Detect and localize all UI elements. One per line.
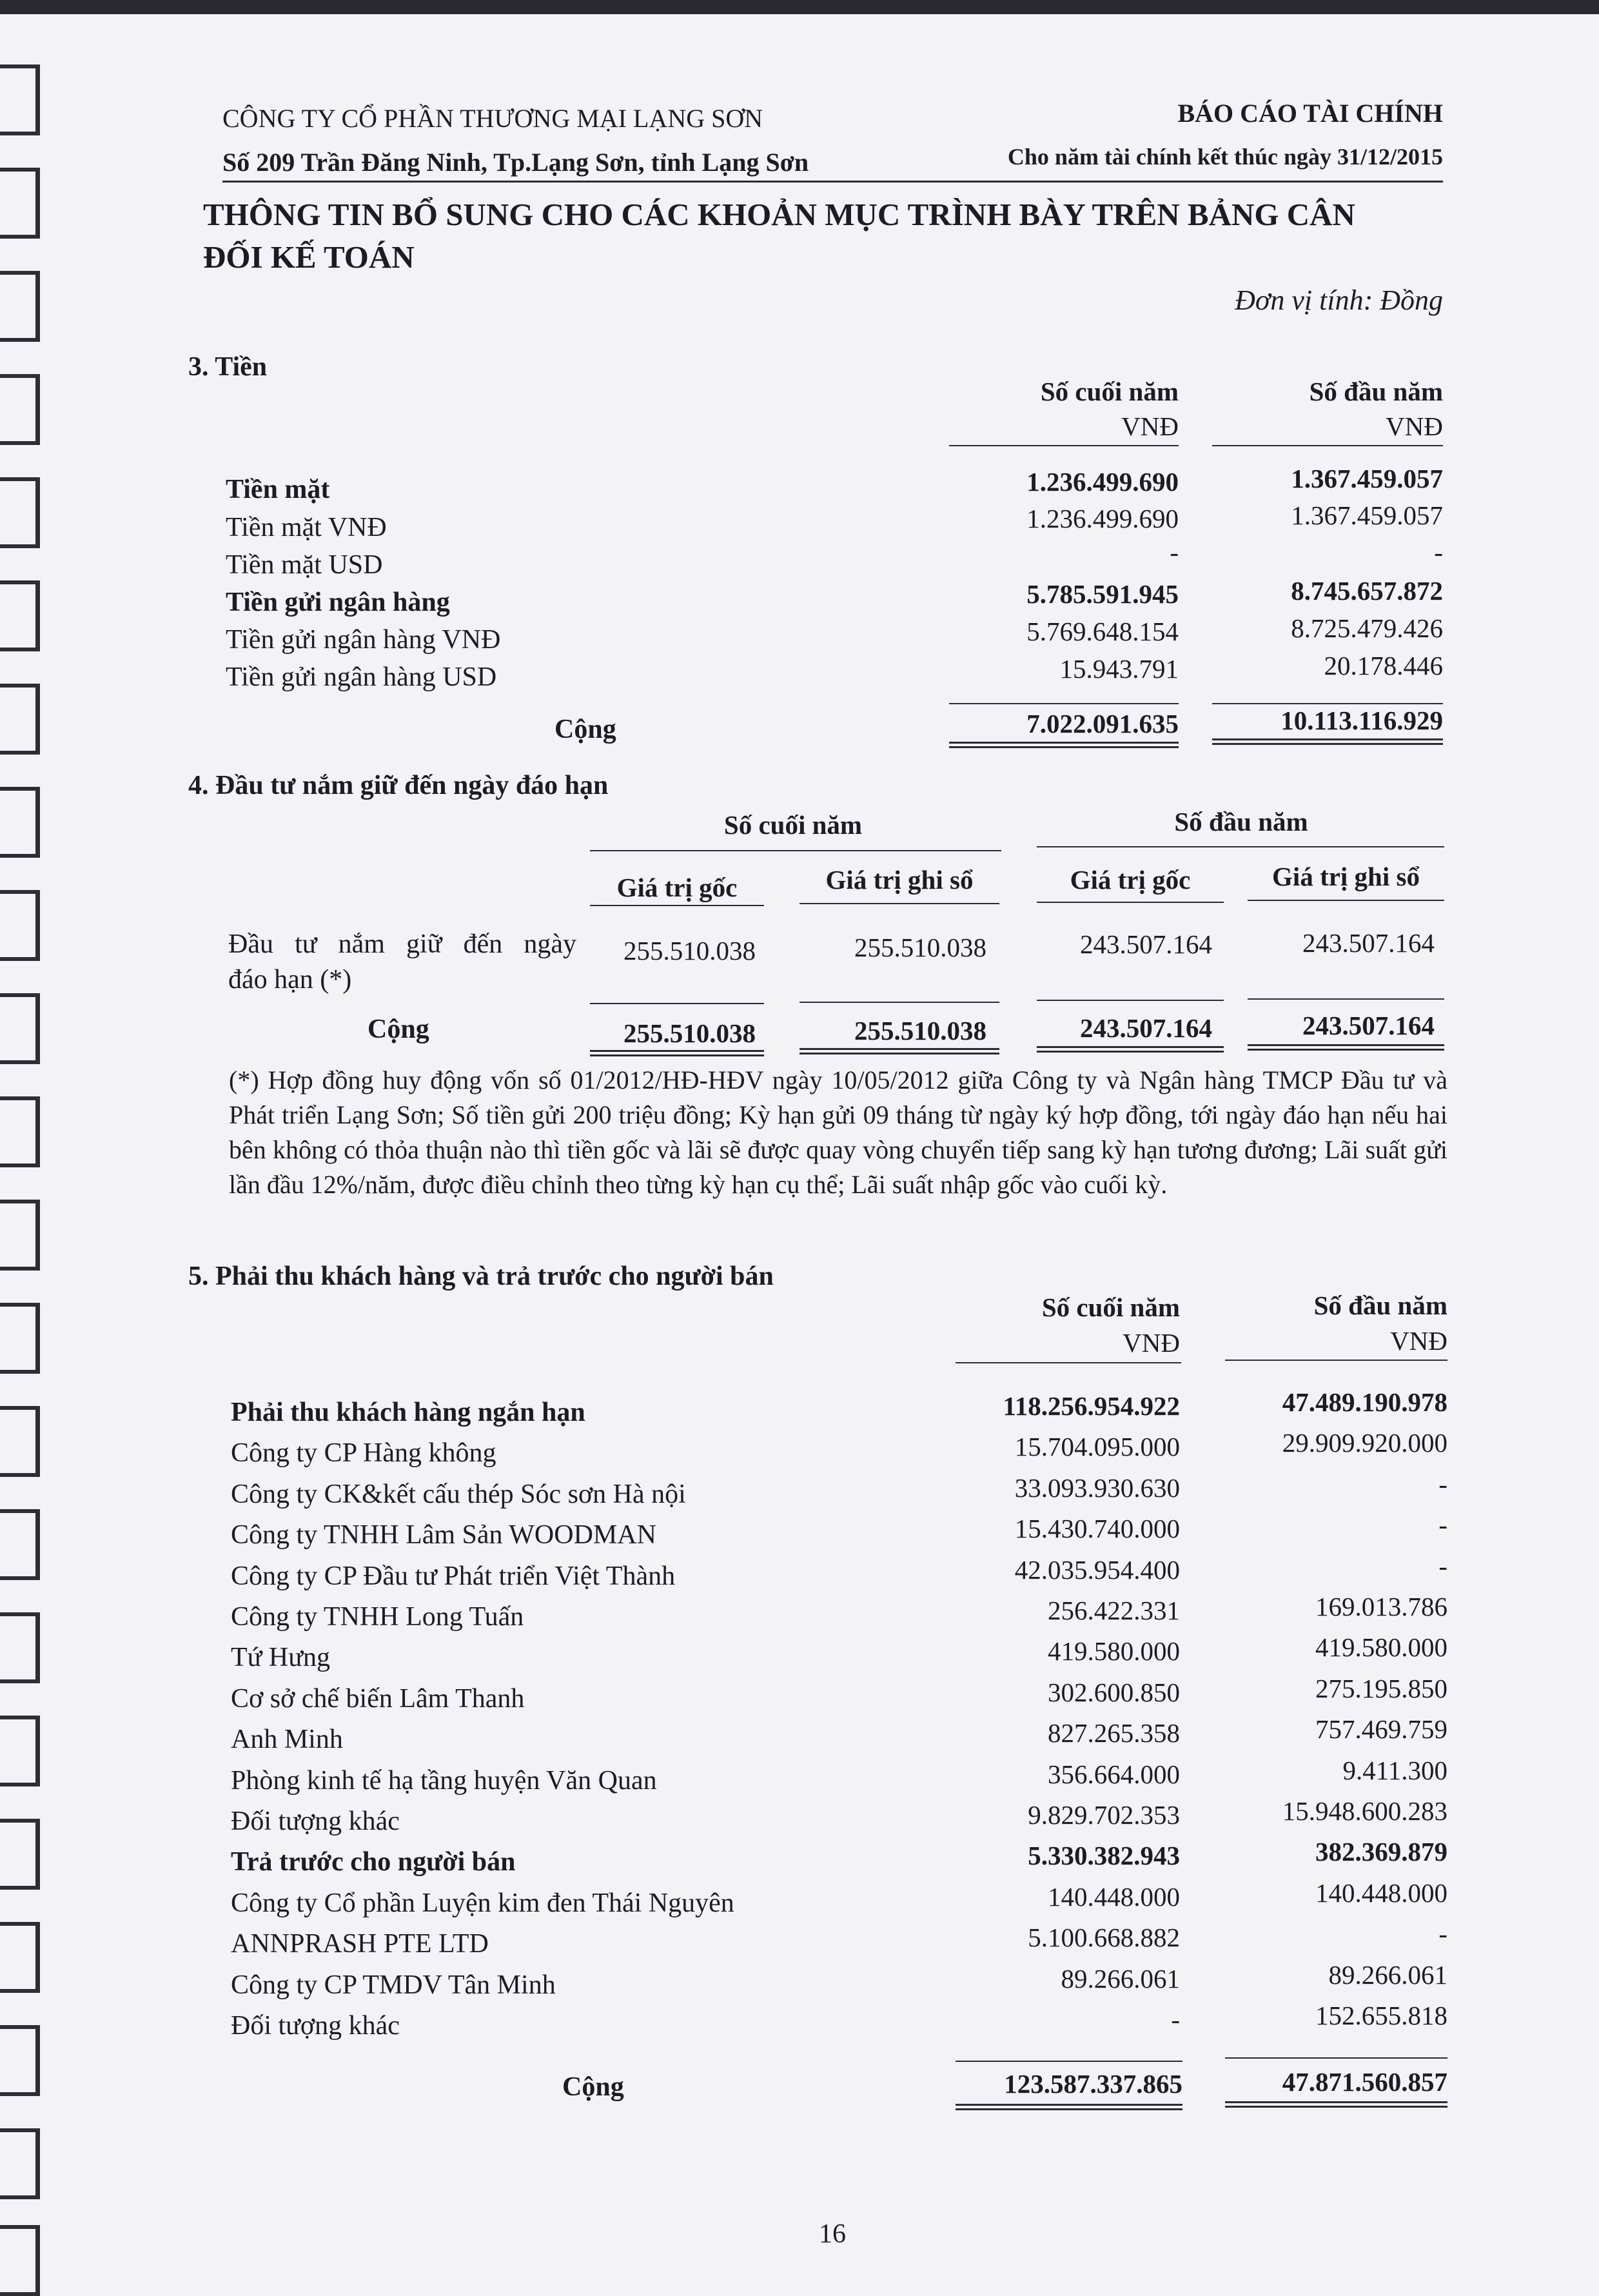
total-value: 243.507.164 <box>1302 1011 1435 1040</box>
table-row-label: Công ty CP TMDV Tân Minh <box>231 1970 556 2000</box>
double-underline <box>956 2104 1182 2110</box>
total-value: 47.871.560.857 <box>1282 2067 1447 2097</box>
table-cell: 5.100.668.882 <box>1028 1923 1180 1952</box>
table-cell: 33.093.930.630 <box>1014 1473 1180 1503</box>
table-row-label: Công ty TNHH Long Tuấn <box>231 1602 524 1632</box>
table-cell: - <box>1438 1551 1447 1581</box>
table-row-label: Công ty CP Hàng không <box>231 1438 496 1468</box>
col-header-end: Số cuối năm <box>1041 1292 1180 1322</box>
table-row-label: Anh Minh <box>231 1725 343 1754</box>
col-header-start: Số đầu năm <box>1313 1291 1447 1320</box>
report-period: Cho năm tài chính kết thúc ngày 31/12/2015 <box>1007 144 1443 170</box>
table-cell: 42.035.954.400 <box>1014 1555 1180 1585</box>
table-cell: 140.448.000 <box>1048 1882 1180 1912</box>
double-underline <box>1037 1046 1224 1053</box>
total-label: Cộng <box>368 1014 429 1044</box>
company-address: Số 209 Trần Đăng Ninh, Tp.Lạng Sơn, tỉnh Lạng Sơn <box>222 148 809 177</box>
total-rule <box>1037 1000 1224 1001</box>
double-underline <box>590 1050 764 1056</box>
table-cell: 8.725.479.426 <box>1291 613 1443 643</box>
table-cell: 118.256.954.922 <box>1003 1391 1180 1421</box>
total-rule <box>590 1003 764 1004</box>
double-underline <box>949 742 1179 748</box>
table-cell: - <box>1438 1510 1447 1539</box>
scan-top-edge <box>0 0 1599 14</box>
table-cell: 256.422.331 <box>1048 1596 1180 1625</box>
table-cell: 5.330.382.943 <box>1028 1841 1180 1870</box>
table-cell: 9.829.702.353 <box>1028 1800 1180 1830</box>
table-cell: 15.430.740.000 <box>1014 1514 1180 1543</box>
table-cell: 243.507.164 <box>1302 928 1435 958</box>
table-row-label: ANNPRASH PTE LTD <box>231 1929 489 1959</box>
col-rule-start <box>1212 445 1443 446</box>
table-cell: - <box>1438 1919 1447 1948</box>
total-rule-start <box>1212 703 1443 704</box>
table-row-label: Phòng kinh tế hạ tầng huyện Văn Quan <box>231 1766 657 1796</box>
table-cell: 757.469.759 <box>1315 1714 1447 1744</box>
total-rule <box>1248 998 1444 1000</box>
table-row-label: Công ty CP Đầu tư Phát triển Việt Thành <box>231 1561 676 1591</box>
table-row-label: Tứ Hưng <box>231 1643 331 1672</box>
total-value: 255.510.038 <box>623 1018 756 1048</box>
col-header-end: Số cuối năm <box>1040 377 1179 406</box>
table-cell: 89.266.061 <box>1061 1964 1180 1994</box>
unit-label: Đơn vị tính: Đồng <box>1235 284 1443 316</box>
col-rule-end <box>956 1362 1181 1363</box>
table-row-label: Công ty CK&kết cấu thép Sóc sơn Hà nội <box>231 1480 686 1509</box>
col-rule <box>800 903 999 904</box>
table-row-label: Tiền mặt VNĐ <box>226 513 387 542</box>
table-cell: - <box>1434 537 1443 567</box>
table-cell: 5.785.591.945 <box>1026 579 1179 609</box>
table-cell: 1.236.499.690 <box>1026 504 1179 533</box>
table-cell: 419.580.000 <box>1315 1632 1447 1662</box>
col-currency-end: VNĐ <box>1121 411 1179 441</box>
col-rule-start <box>1225 1360 1447 1361</box>
table-cell: 382.369.879 <box>1315 1837 1447 1866</box>
table-cell: 8.745.657.872 <box>1291 576 1443 606</box>
total-value: 255.510.038 <box>854 1016 986 1045</box>
col-currency-start: VNĐ <box>1386 411 1443 441</box>
group-rule-end <box>590 850 1001 851</box>
header-rule <box>222 181 1443 183</box>
double-underline <box>1248 1044 1444 1051</box>
table-cell: 419.580.000 <box>1048 1636 1180 1666</box>
total-rule-end <box>956 2061 1182 2062</box>
col-rule <box>1248 900 1444 901</box>
table-cell: 15.943.791 <box>1059 654 1179 684</box>
section-5-title: 5. Phải thu khách hàng và trả trước cho người bán <box>188 1262 774 1291</box>
col-header-cost: Giá trị gốc <box>616 873 738 902</box>
table-row-label-cont: đáo hạn (*) <box>228 965 352 995</box>
table-cell: 1.236.499.690 <box>1026 467 1179 497</box>
total-value: 243.507.164 <box>1080 1013 1212 1043</box>
total-rule <box>800 1002 999 1003</box>
table-cell: 47.489.190.978 <box>1282 1387 1447 1417</box>
table-cell: 255.510.038 <box>854 933 986 962</box>
table-row-label: Tiền gửi ngân hàng USD <box>226 662 497 692</box>
table-row-label: Đối tượng khác <box>231 1806 400 1836</box>
page-number: 16 <box>819 2219 846 2249</box>
table-cell: 29.909.920.000 <box>1282 1428 1447 1458</box>
col-rule <box>590 905 764 906</box>
table-cell: 275.195.850 <box>1315 1674 1447 1703</box>
page-title-line2: ĐỐI KẾ TOÁN <box>203 239 415 275</box>
table-cell: 15.704.095.000 <box>1014 1432 1180 1461</box>
page-title: THÔNG TIN BỔ SUNG CHO CÁC KHOẢN MỤC TRÌNH BÀY TRÊN BẢNG CÂN <box>203 197 1355 232</box>
table-row-label: Phải thu khách hàng ngắn hạn <box>231 1398 585 1427</box>
table-cell: 302.600.850 <box>1048 1677 1180 1707</box>
double-underline <box>1212 738 1443 745</box>
table-cell: 5.769.648.154 <box>1026 617 1179 646</box>
table-row-label: Công ty Cổ phần Luyện kim đen Thái Nguyên <box>231 1888 734 1918</box>
total-rule-start <box>1225 2057 1447 2059</box>
double-underline <box>800 1048 999 1054</box>
col-currency-end: VNĐ <box>1123 1328 1180 1358</box>
section-4-title: 4. Đầu tư nắm giữ đến ngày đáo hạn <box>188 771 609 800</box>
group-rule-start <box>1037 846 1444 847</box>
report-title: BÁO CÁO TÀI CHÍNH <box>1177 99 1443 128</box>
table-cell: 243.507.164 <box>1080 929 1212 959</box>
total-label: Cộng <box>554 715 616 744</box>
table-row-label: Đầu tư nắm giữ đến ngày <box>228 929 576 959</box>
spiral-binding <box>0 39 45 2257</box>
col-rule <box>1037 902 1224 903</box>
table-cell: - <box>1170 537 1179 567</box>
col-currency-start: VNĐ <box>1390 1326 1447 1356</box>
total-label: Cộng <box>562 2072 624 2102</box>
col-header-start: Số đầu năm <box>1309 377 1443 406</box>
company-name: CÔNG TY CỔ PHẦN THƯƠNG MẠI LẠNG SƠN <box>222 104 763 133</box>
table-cell: 9.411.300 <box>1342 1756 1447 1785</box>
table-cell: 169.013.786 <box>1315 1592 1447 1621</box>
table-cell: 255.510.038 <box>623 936 756 965</box>
table-cell: - <box>1438 1469 1447 1499</box>
table-row-label: Tiền gửi ngân hàng <box>226 588 450 617</box>
table-row-label: Cơ sở chế biến Lâm Thanh <box>231 1684 525 1714</box>
table-cell: 20.178.446 <box>1324 651 1443 680</box>
col-header-cost: Giá trị gốc <box>1070 865 1191 895</box>
footnote: (*) Hợp đồng huy động vốn số 01/2012/HĐ-HĐV ngày 10/05/2012 giữa Công ty và Ngân hàng TMCP Đầu tư và Phát triển Lạng Sơn; Số tiền gửi 200 triệu đồng; Kỳ hạn gửi 09 tháng từ ngày ký hợp đồng, tới ngày đáo hạn nếu hai bên không có thỏa thuận nào thì tiền gốc và lãi sẽ được quay vòng chuyển tiếp sang kỳ hạn tương đương; Lãi suất gửi lần đầu 12%/năm, được điều chỉnh theo từng kỳ hạn cụ thể; Lãi suất nhập gốc vào cuối kỳ. <box>229 1065 1447 1199</box>
table-cell: 140.448.000 <box>1315 1878 1447 1908</box>
group-header-start: Số đầu năm <box>1174 807 1308 836</box>
col-rule-end <box>949 445 1179 446</box>
total-value: 7.022.091.635 <box>1026 709 1179 738</box>
table-cell: 89.266.061 <box>1328 1960 1447 1990</box>
section-3-title: 3. Tiền <box>188 352 268 382</box>
table-row-label: Công ty TNHH Lâm Sản WOODMAN <box>231 1520 656 1550</box>
col-header-book: Giá trị ghi sổ <box>1272 862 1420 891</box>
table-cell: 1.367.459.057 <box>1291 500 1443 530</box>
table-row-label: Trả trước cho người bán <box>231 1847 516 1877</box>
table-row-label: Tiền gửi ngân hàng VNĐ <box>226 625 501 655</box>
table-row-label: Tiền mặt USD <box>226 550 383 580</box>
total-rule-end <box>949 703 1179 704</box>
double-underline <box>1225 2101 1447 2108</box>
table-cell: 827.265.358 <box>1048 1718 1180 1748</box>
table-cell: - <box>1171 2004 1180 2034</box>
table-row-label: Tiền mặt <box>226 475 330 504</box>
table-cell: 1.367.459.057 <box>1291 464 1443 493</box>
table-row-label: Đối tượng khác <box>231 2011 400 2041</box>
total-value: 10.113.116.929 <box>1280 706 1443 735</box>
table-cell: 15.948.600.283 <box>1282 1796 1447 1826</box>
table-cell: 152.655.818 <box>1315 2001 1447 2030</box>
group-header-end: Số cuối năm <box>723 810 863 840</box>
total-value: 123.587.337.865 <box>1004 2069 1182 2099</box>
col-header-book: Giá trị ghi sổ <box>825 865 974 895</box>
table-cell: 356.664.000 <box>1048 1759 1180 1789</box>
